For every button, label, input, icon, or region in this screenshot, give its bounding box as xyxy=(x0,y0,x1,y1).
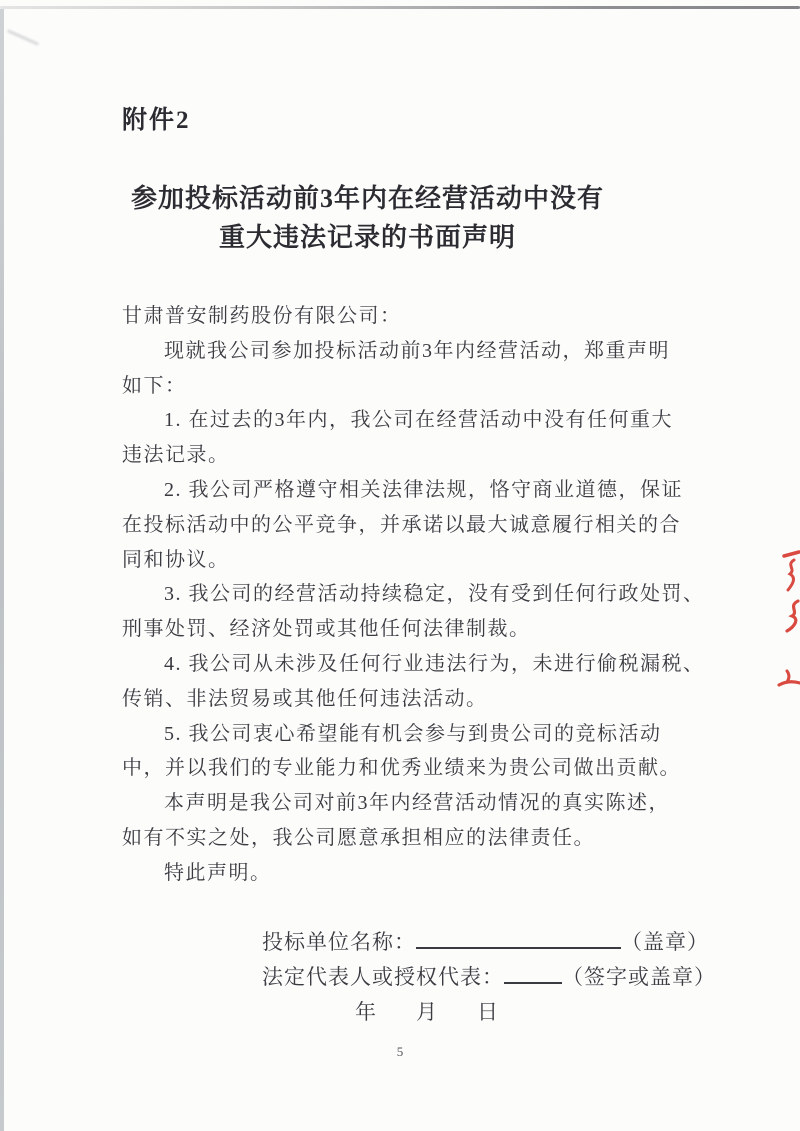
red-ink-mark-1 xyxy=(779,550,800,592)
declaration-line: 1. 在过去的3年内，我公司在经营活动中没有任何重大 xyxy=(164,409,673,432)
signature-block xyxy=(262,925,716,1030)
declaration-line: 传销、非法贸易或其他任何违法活动。 xyxy=(122,687,488,710)
red-ink-mark-3 xyxy=(777,668,800,690)
declaration-line: 甘肃普安制药股份有限公司： xyxy=(122,305,402,327)
attachment-label: 附件2 xyxy=(122,107,191,134)
bidder-seal-suffix: （盖章） xyxy=(621,930,709,954)
document-title-line2: 重大违法记录的书面声明 xyxy=(218,223,516,252)
date-month-label: 月 xyxy=(416,1000,438,1024)
legal-representative-blank-line xyxy=(504,961,562,984)
declaration-line: 2. 我公司严格遵守相关法律法规，恪守商业道德，保证 xyxy=(164,478,683,501)
scan-edge-left xyxy=(0,9,4,1131)
date-year-label: 年 xyxy=(355,1000,377,1024)
date-row xyxy=(262,995,702,1030)
legal-representative-row xyxy=(262,960,716,995)
declaration-line: 同和协议。 xyxy=(122,548,230,571)
declaration-line: 3. 我公司的经营活动持续稳定，没有受到任何行政处罚、 xyxy=(164,583,705,606)
declaration-line: 4. 我公司从未涉及任何行业违法行为，未进行偷税漏税、 xyxy=(164,652,705,675)
scan-edge-top xyxy=(0,6,800,9)
date-day-label: 日 xyxy=(477,1000,499,1024)
declaration-line: 违法记录。 xyxy=(122,444,230,467)
declaration-line: 本声明是我公司对前3年内经营活动情况的真实陈述， xyxy=(164,792,670,815)
declaration-line: 5. 我公司衷心希望能有机会参与到贵公司的竞标活动 xyxy=(164,722,662,745)
scan-smudge xyxy=(7,29,39,46)
document-title xyxy=(85,179,650,257)
declaration-line: 现就我公司参加投标活动前3年内经营活动，郑重声明 xyxy=(164,339,670,362)
bidder-name-blank-line xyxy=(416,926,621,949)
legal-representative-label: 法定代表人或授权代表： xyxy=(262,965,504,989)
declaration-line: 刑事处罚、经济处罚或其他任何法律制裁。 xyxy=(122,618,531,641)
sign-or-seal-suffix: （签字或盖章） xyxy=(562,965,716,989)
declaration-line: 如下： xyxy=(122,374,187,397)
declaration-line: 在投标活动中的公平竞争，并承诺以最大诚意履行相关的合 xyxy=(122,513,681,536)
document-title-line1: 参加投标活动前3年内在经营活动中没有 xyxy=(130,184,604,213)
declaration-body xyxy=(122,299,705,891)
declaration-line: 中，并以我们的专业能力和优秀业绩来为贵公司做出贡献。 xyxy=(122,757,681,780)
bidder-name-row xyxy=(262,925,709,960)
declaration-line: 特此声明。 xyxy=(164,861,272,884)
red-ink-mark-2 xyxy=(783,599,800,633)
declaration-line: 如有不实之处，我公司愿意承担相应的法律责任。 xyxy=(122,826,595,849)
bidder-name-label: 投标单位名称： xyxy=(262,930,416,954)
page-number: 5 xyxy=(396,1044,404,1059)
